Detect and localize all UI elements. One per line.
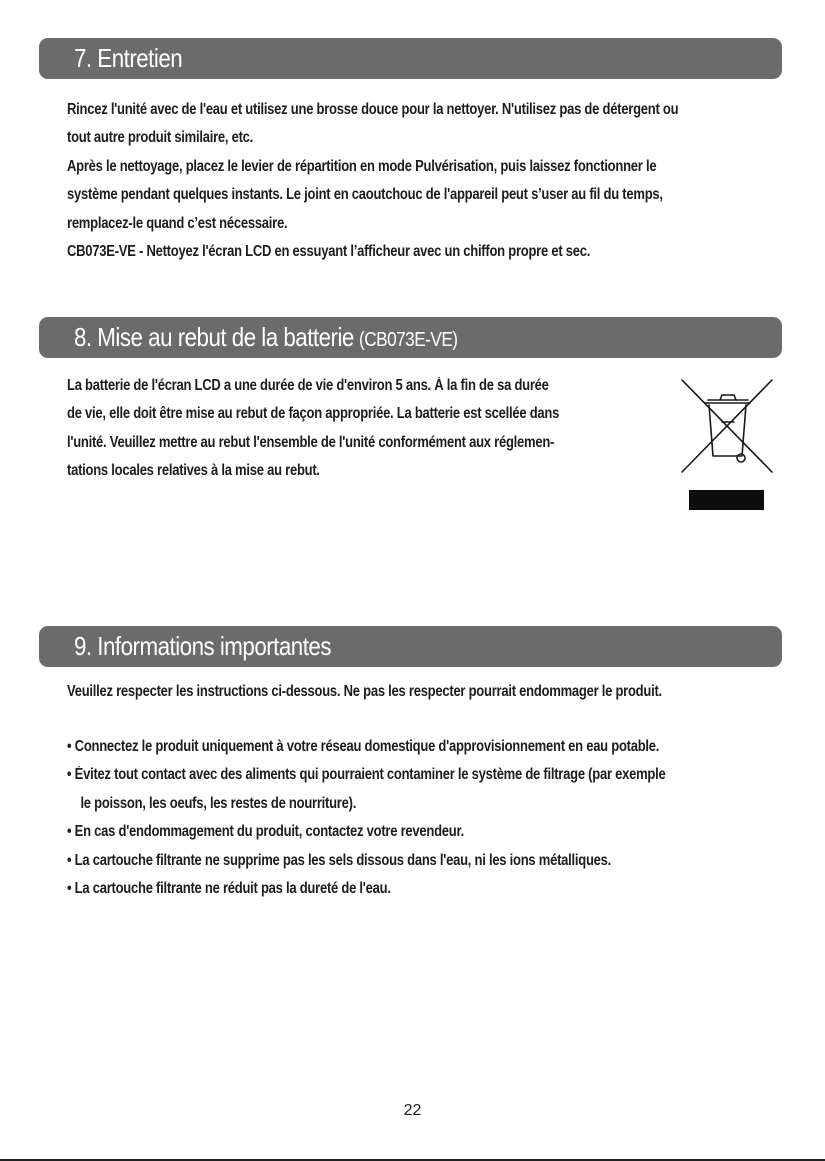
batterie-paragraph xyxy=(67,372,653,486)
section-title-batterie-main: 8. Mise au rebut de la batterie xyxy=(74,322,354,352)
list-item: • Évitez tout contact avec des aliments qui pourraient contaminer le système de filtrage (par exemple xyxy=(67,766,666,784)
section-title-informations: 9. Informations importantes xyxy=(74,631,332,661)
list-item: • En cas d'endommagement du produit, contactez votre revendeur. xyxy=(67,823,464,841)
entretien-paragraph xyxy=(67,96,795,266)
section-title-batterie-model: (CB073E-VE) xyxy=(358,329,458,351)
text-line: Rincez l'unité avec de l'eau et utilisez une brosse douce pour la nettoyer. N'utilisez pas de détergent ou xyxy=(67,101,679,118)
text-line: Après le nettoyage, placez le levier de répartition en mode Pulvérisation, puis laissez fonctionner le xyxy=(67,157,657,175)
informations-intro xyxy=(67,678,775,706)
text-line: CB073E-VE - Nettoyez l'écran LCD en essuyant l’afficheur avec un chiffon propre et sec. xyxy=(67,243,591,261)
crossed-out-wheelie-bin-icon xyxy=(678,376,776,476)
text-line: l'unité. Veuillez mettre au rebut l'ensemble de l'unité conformément aux réglemen- xyxy=(67,433,555,451)
list-item: • Connectez le produit uniquement à votre réseau domestique d'approvisionnement en eau potable. xyxy=(67,738,660,755)
section-title-batterie xyxy=(74,322,458,353)
section-header-batterie xyxy=(39,317,782,358)
text-line: Veuillez respecter les instructions ci-dessous. Ne pas les respecter pourrait endommager le produit. xyxy=(67,683,662,700)
text-line: La batterie de l'écran LCD a une durée de vie d'environ 5 ans. À la fin de sa durée xyxy=(67,377,549,394)
text-line: remplacez-le quand c’est nécessaire. xyxy=(67,214,288,232)
text-line: tations locales relatives à la mise au rebut. xyxy=(67,462,320,480)
section-title-entretien: 7. Entretien xyxy=(74,43,183,73)
list-item: • La cartouche filtrante ne supprime pas les sels dissous dans l'eau, ni les ions métalliques. xyxy=(67,851,612,869)
text-line: de vie, elle doit être mise au rebut de façon appropriée. La batterie est scellée dans xyxy=(67,405,560,423)
section-header-entretien xyxy=(39,38,782,79)
list-item-continuation: le poisson, les oeufs, les restes de nourriture). xyxy=(80,794,357,812)
section-header-informations xyxy=(39,626,782,667)
list-item: • La cartouche filtrante ne réduit pas la dureté de l'eau. xyxy=(67,880,391,898)
text-line: système pendant quelques instants. Le joint en caoutchouc de l'appareil peut s’user au fil du temps, xyxy=(67,186,663,204)
weee-solid-bar xyxy=(689,490,764,510)
informations-bullet-list xyxy=(67,733,779,903)
text-line: tout autre produit similaire, etc. xyxy=(67,129,254,147)
page-number: 22 xyxy=(403,1102,422,1119)
